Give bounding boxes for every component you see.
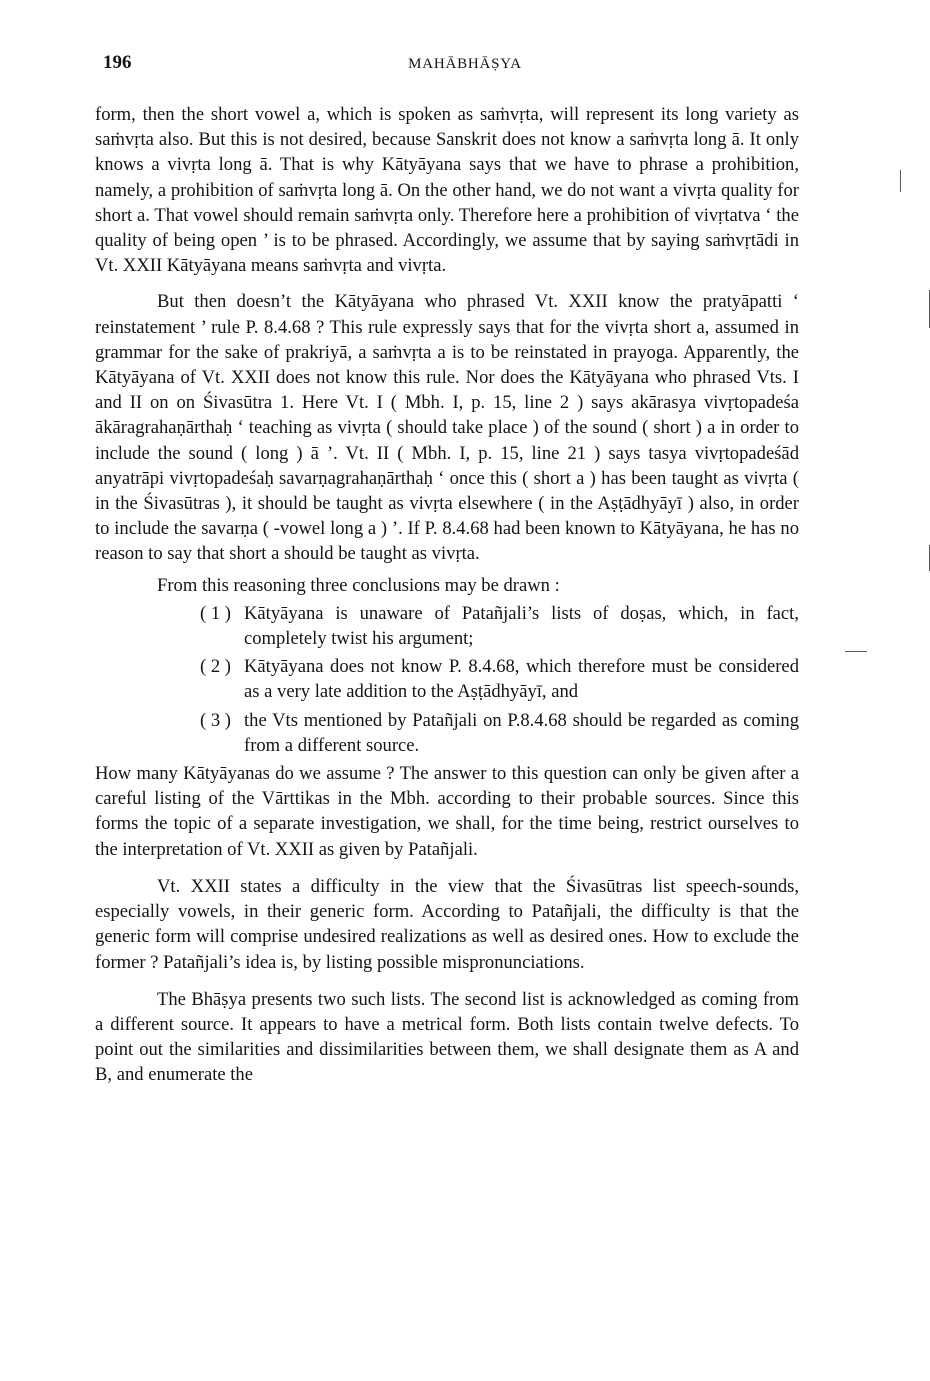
list-item-number: ( 1 ) [200, 602, 231, 624]
paragraph-1: form, then the short vowel a, which is spoken as saṁvṛta, will represent its long variety as saṁvṛta also. But this is not desired, because Sanskrit does not know a saṁvṛta long ā. It only knows a vivṛta long ā. That is why Kātyāyana says that we have to phrase a prohibition, namely, a prohibition of saṁvṛta long ā. On the other hand, we do not want a vivṛta quality for short a. That vowel should remain saṁvṛta only. Therefore here a prohibition of vivṛtatva ‘ the quality of being open ’ is to be phrased. Accordingly, we assume that by saying saṁvṛtādi in Vt. XXII Kātyāyana means saṁvṛta and vivṛta. [95, 104, 799, 277]
list-item-text: Kātyāyana does not know P. 8.4.68, which therefore must be considered as a very late addition to the Aṣṭādhyāyī, and [244, 656, 799, 703]
page-header [0, 52, 930, 78]
running-head: MAHĀBHĀṢYA [408, 56, 522, 72]
margin-mark [845, 651, 867, 652]
margin-mark [900, 170, 901, 192]
list-item [95, 654, 799, 704]
list-item-number: ( 3 ) [200, 709, 231, 731]
page-body [95, 102, 799, 1088]
list-item-text: the Vts mentioned by Patañjali on P.8.4.68 should be regarded as coming from a different source. [244, 709, 799, 756]
page-number: 196 [103, 52, 132, 73]
paragraph-6: The Bhāṣya presents two such lists. The second list is acknowledged as coming from a different source. It appears to have a metrical form. Both lists contain twelve defects. To point out the similarities and dissimilarities between them, we shall designate them as A and B, and enumerate the [95, 988, 799, 1086]
paragraph-3: From this reasoning three conclusions may be drawn : [157, 574, 560, 596]
paragraph-5: Vt. XXII states a difficulty in the view that the Śivasūtras list speech-sounds, especially vowels, in their generic form. According to Patañjali, the difficulty is that the generic form will comprise undesired realizations as well as desired ones. How to exclude the former ? Patañjali’s idea is, by listing possible mispronunciations. [95, 875, 799, 973]
list-item-text: Kātyāyana is unaware of Patañjali’s lists of doṣas, which, in fact, completely twist his argument; [244, 602, 799, 650]
conclusion-list [95, 601, 799, 758]
list-item-number: ( 2 ) [200, 656, 231, 678]
paragraph-4: How many Kātyāyanas do we assume ? The answer to this question can only be given after a careful listing of the Vārttikas in the Mbh. according to their probable sources. Since this forms the topic of a separate investigation, we shall, for the time being, restrict ourselves to the interpretation of Vt. XXII as given by Patañjali. [95, 763, 799, 860]
list-item [95, 601, 799, 651]
list-item [95, 708, 799, 758]
paragraph-2: But then doesn’t the Kātyāyana who phrased Vt. XXII know the pratyāpatti ‘ reinstatement ’ rule P. 8.4.68 ? This rule expressly says that for the vivṛta short a, assumed in grammar for the sake of prakriyā, a saṁvṛta a is to be reinstated in prayoga. Apparently, the Kātyāyana of Vt. XXII does not know this rule. Nor does the Kātyāyana who phrased Vts. I and II on on Śivasūtra 1. Here Vt. I ( Mbh. I, p. 15, line 2 ) says akārasya vivṛtopadeśa ākāragrahaṇārthaḥ ‘ teaching as vivṛta ( should take place ) of the sound ( short ) a in order to include the sound ( long ) ā ’. Vt. II ( Mbh. I, p. 15, line 21 ) says tasya vivṛtopadeśād anyatrāpi vivṛtopadeśaḥ savarṇagrahaṇārthaḥ ‘ once this ( short a ) has been taught as vivṛta ( in the Śivasūtras ), it should be taught as vivṛta elsewhere ( in the Aṣṭādhyāyī ) also, in order to include the savarṇa ( -vowel long a ) ’. If P. 8.4.68 had been known to Kātyāyana, he has no reason to say that short a should be taught as vivṛta. [95, 291, 799, 565]
